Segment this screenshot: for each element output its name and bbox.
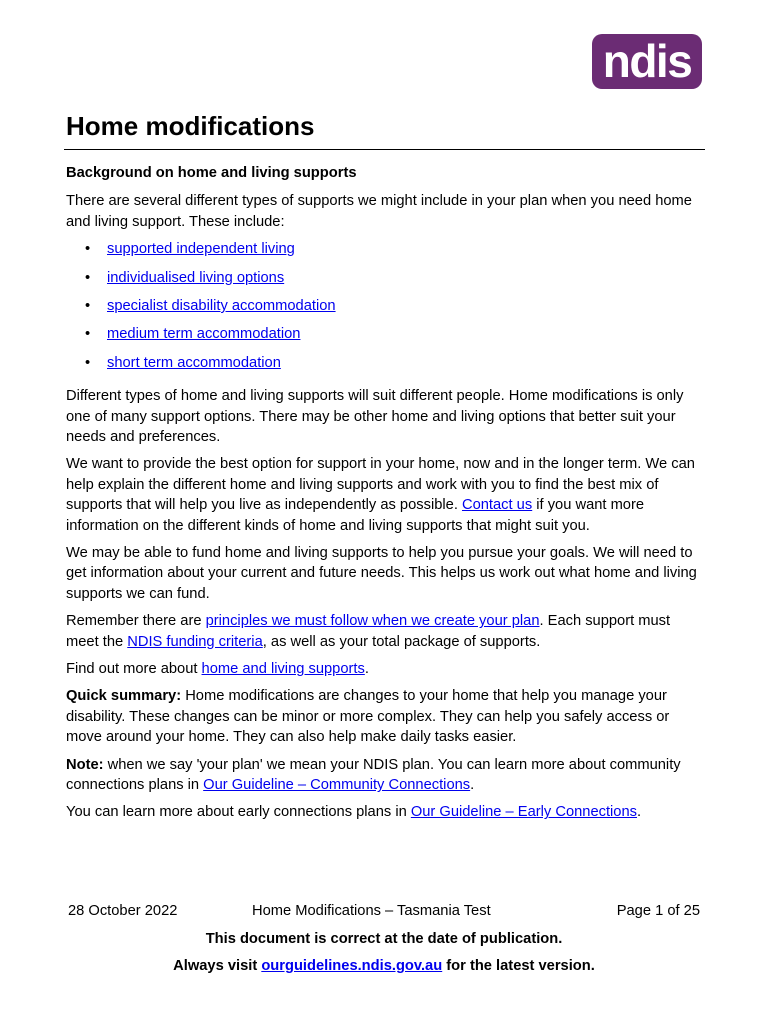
link-individualised-living-options[interactable]: individualised living options: [107, 269, 285, 286]
principles-link[interactable]: principles we must follow when we create your plan: [205, 613, 540, 630]
list-item: [66, 268, 706, 296]
link-medium-term-accommodation[interactable]: medium term accommodation: [107, 326, 301, 343]
footer-visit-note: [0, 958, 768, 974]
main-content: [66, 163, 706, 830]
bullet-icon: •: [85, 354, 91, 371]
funding-criteria-link[interactable]: NDIS funding criteria: [127, 633, 263, 650]
link-specialist-disability-accommodation[interactable]: specialist disability accommodation: [107, 298, 336, 314]
footer-visit-text-end: for the latest version.: [442, 958, 595, 974]
find-out-paragraph: [66, 659, 706, 679]
remember-paragraph: [66, 611, 706, 652]
quick-summary-paragraph: [66, 686, 706, 747]
quick-summary-text: Home modifications are changes to your home that help you manage your disability. These changes can be minor or more complex. They can help you safely access or move around your home. They can also help make daily tasks easier.: [66, 688, 670, 746]
quick-summary-label: Quick summary:: [66, 688, 182, 705]
list-item: [66, 324, 706, 352]
different-supports-paragraph: Different types of home and living supports will suit different people. Home modifications is only one of many support options. There may be other home and living options that better suit your needs and preferences.: [66, 388, 684, 445]
ourguidelines-link[interactable]: ourguidelines.ndis.gov.au: [261, 958, 443, 974]
ndis-logo: ndis: [592, 34, 702, 89]
footer-row: [68, 903, 700, 925]
link-short-term-accommodation[interactable]: short term accommodation: [107, 354, 281, 371]
best-option-text-end: if you want more information on the different kinds of home and living supports that might suit you.: [66, 497, 645, 534]
footer-page-number: Page 1 of 25: [616, 903, 700, 919]
title-divider: [64, 149, 705, 150]
find-out-text-end: .: [364, 661, 369, 678]
community-connections-link[interactable]: Our Guideline – Community Connections: [203, 777, 471, 794]
early-connections-link[interactable]: Our Guideline – Early Connections: [410, 804, 637, 821]
support-links-list: [66, 239, 706, 381]
note-text-end: .: [470, 777, 475, 794]
footer-document-title: Home Modifications – Tasmania Test: [252, 903, 491, 919]
bullet-icon: •: [85, 298, 91, 314]
list-item: [66, 353, 706, 381]
page-title: Home modifications: [66, 111, 315, 141]
section-subheading: Background on home and living supports: [66, 165, 357, 181]
remember-text: Remember there are: [66, 613, 206, 630]
intro-paragraph: There are several different types of supports we might include in your plan when you need home and living support. These include:: [66, 193, 692, 230]
note-label: Note:: [66, 756, 104, 773]
footer-correct-note: This document is correct at the date of publication.: [205, 931, 563, 947]
list-item: [66, 296, 706, 324]
list-item: [66, 239, 706, 267]
early-connections-paragraph: [66, 802, 706, 822]
find-out-text: Find out more about: [66, 661, 202, 678]
best-option-text: We want to provide the best option for support in your home, now and in the longer term. We can help explain the different home and living supports and work with you to find the best mix of supports that will help you live as independently as possible.: [66, 456, 695, 514]
remember-text-middle: . Each support must meet the: [66, 613, 671, 650]
footer-visit-text: Always visit: [173, 958, 262, 974]
bullet-icon: •: [85, 326, 91, 343]
best-option-paragraph: [66, 454, 706, 536]
early-text: You can learn more about early connections plans in: [66, 804, 411, 821]
fund-paragraph: We may be able to fund home and living supports to help you pursue your goals. We will need to get information about your current and future needs. This helps us work out what home and living supports we can fund.: [66, 545, 697, 602]
early-text-end: .: [637, 804, 642, 821]
footer-date: 28 October 2022: [68, 903, 178, 919]
contact-us-link[interactable]: Contact us: [461, 497, 533, 514]
bullet-icon: •: [85, 269, 91, 286]
note-paragraph: [66, 755, 706, 796]
home-living-supports-link[interactable]: home and living supports: [201, 661, 365, 678]
link-supported-independent-living[interactable]: supported independent living: [107, 241, 295, 258]
bullet-icon: •: [85, 241, 91, 258]
remember-text-end: , as well as your total package of supports.: [262, 633, 541, 650]
note-text: when we say 'your plan' we mean your NDIS plan. You can learn more about community connections plans in: [66, 756, 681, 794]
